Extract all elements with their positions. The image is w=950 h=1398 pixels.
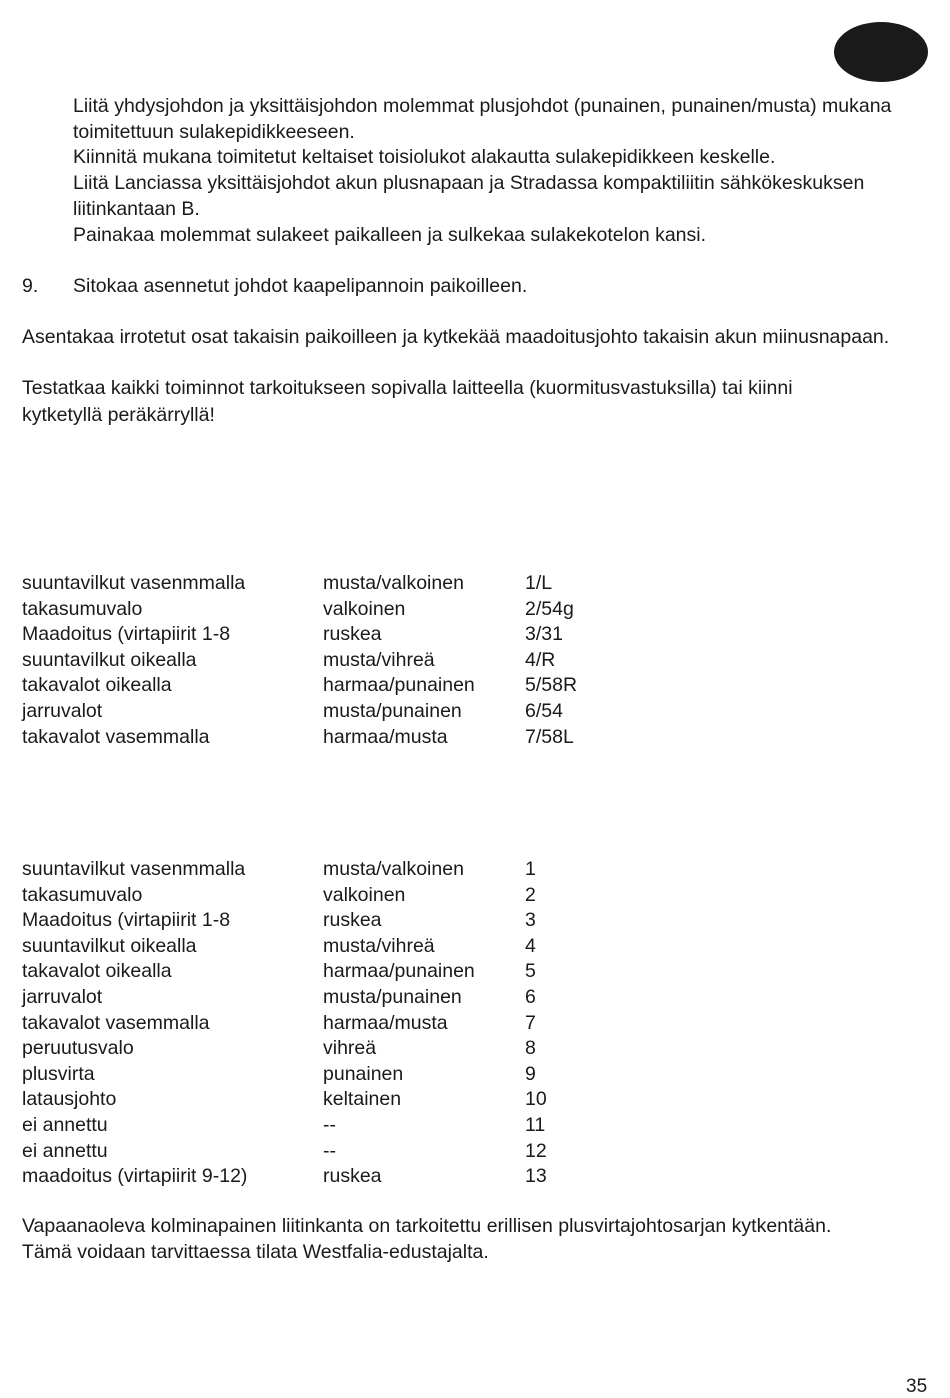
pin-cell: 7/58L (525, 725, 574, 748)
footer-line: Vapaanaoleva kolminapainen liitinkanta on tarkoitettu erillisen plusvirtajohtosarjan kytkentään. (22, 1215, 832, 1237)
wire-color-cell: ruskea (323, 623, 382, 646)
pin-cell: 10 (525, 1088, 547, 1111)
table-row (22, 857, 622, 883)
wire-color-cell: ruskea (323, 1165, 382, 1188)
function-cell: ei annettu (22, 1113, 108, 1136)
pin-cell: 13 (525, 1165, 547, 1188)
table-row (22, 1087, 622, 1113)
wire-color-cell: -- (323, 1139, 336, 1162)
table-row (22, 648, 622, 674)
function-cell: jarruvalot (22, 985, 103, 1008)
pin-cell: 6/54 (525, 699, 563, 722)
table-row (22, 673, 622, 699)
pin-cell: 7 (525, 1011, 536, 1034)
wire-color-cell: musta/valkoinen (323, 858, 464, 880)
pin-cell: 6 (525, 985, 536, 1008)
wire-color-cell: musta/valkoinen (323, 572, 464, 594)
intro-line: Kiinnitä mukana toimitetut keltaiset toisiolukot alakautta sulakepidikkeen keskelle. (73, 146, 776, 169)
wire-color-cell: musta/vihreä (323, 648, 435, 671)
wire-color-cell: harmaa/musta (323, 725, 448, 748)
pin-cell: 8 (525, 1037, 536, 1060)
pin-cell: 3/31 (525, 623, 563, 646)
wiring-table-1 (22, 571, 622, 750)
table-row (22, 1113, 622, 1139)
pin-cell: 2/54g (525, 597, 574, 620)
intro-instructions (73, 94, 943, 248)
function-cell: suuntavilkut oikealla (22, 648, 197, 671)
intro-line: Liitä yhdysjohdon ja yksittäisjohdon molemmat plusjohdot (punainen, punainen/musta) mukana toimitettuun sulakepidikkeeseen. (73, 95, 892, 143)
function-cell: suuntavilkut vasenmmalla (22, 858, 246, 880)
pin-cell: 11 (525, 1113, 546, 1136)
table-row (22, 1011, 622, 1037)
pin-cell: 1 (525, 858, 536, 880)
table-row (22, 985, 622, 1011)
table-row (22, 571, 622, 597)
table-row (22, 1062, 622, 1088)
wire-color-cell: musta/punainen (323, 985, 462, 1008)
wire-color-cell: harmaa/punainen (323, 674, 475, 697)
function-cell: takavalot oikealla (22, 960, 172, 983)
step-number: 9. (22, 275, 39, 297)
function-cell: maadoitus (virtapiirit 9-12) (22, 1165, 248, 1188)
wire-color-cell: musta/punainen (323, 699, 462, 722)
table-row (22, 1139, 622, 1165)
function-cell: takavalot vasemmalla (22, 1011, 210, 1034)
footer-paragraph (22, 1213, 937, 1265)
table-row (22, 908, 622, 934)
table-row (22, 934, 622, 960)
intro-line: Painakaa molemmat sulakeet paikalleen ja sulkekaa sulakekotelon kansi. (73, 223, 707, 246)
table-row (22, 883, 622, 909)
wire-color-cell: valkoinen (323, 883, 406, 906)
function-cell: takasumuvalo (22, 597, 143, 620)
wire-color-cell: harmaa/punainen (323, 960, 475, 983)
function-cell: jarruvalot (22, 699, 103, 722)
table-row (22, 1164, 622, 1190)
function-cell: peruutusvalo (22, 1037, 134, 1060)
function-cell: takasumuvalo (22, 883, 143, 906)
table-row (22, 597, 622, 623)
reinstall-paragraph: Asentakaa irrotetut osat takaisin paikoilleen ja kytkekää maadoitusjohto takaisin akun miinusnapaan. (22, 326, 890, 348)
wire-color-cell: harmaa/musta (323, 1011, 448, 1034)
wire-color-cell: -- (323, 1113, 336, 1136)
pin-cell: 5/58R (525, 674, 578, 697)
pin-cell: 5 (525, 960, 536, 983)
pin-cell: 9 (525, 1062, 536, 1085)
pin-cell: 12 (525, 1139, 547, 1162)
function-cell: suuntavilkut vasenmmalla (22, 572, 246, 594)
pin-cell: 2 (525, 883, 536, 906)
function-cell: takavalot vasemmalla (22, 725, 210, 748)
step-text: Sitokaa asennetut johdot kaapelipannoin paikoilleen. (73, 275, 528, 297)
function-cell: Maadoitus (virtapiirit 1-8 (22, 623, 231, 646)
pin-cell: 4/R (525, 648, 556, 671)
table-row (22, 699, 622, 725)
wire-color-cell: valkoinen (323, 597, 406, 620)
table-row (22, 725, 622, 751)
function-cell: Maadoitus (virtapiirit 1-8 (22, 909, 231, 932)
wire-color-cell: ruskea (323, 909, 382, 932)
wire-color-cell: musta/vihreä (323, 934, 435, 957)
table-row (22, 959, 622, 985)
wire-color-cell: vihreä (323, 1037, 377, 1060)
table-row (22, 1036, 622, 1062)
page-number: 35 (906, 1376, 928, 1397)
pin-cell: 3 (525, 909, 536, 932)
function-cell: ei annettu (22, 1139, 108, 1162)
wire-color-cell: keltainen (323, 1088, 402, 1111)
pin-cell: 4 (525, 934, 536, 957)
function-cell: suuntavilkut oikealla (22, 934, 197, 957)
table-row (22, 622, 622, 648)
pin-cell: 1/L (525, 572, 553, 594)
test-paragraph: Testatkaa kaikki toiminnot tarkoitukseen sopivalla laitteella (kuormitusvastuksilla) tai kiinni kytketyllä peräkärryllä! (22, 377, 793, 426)
footer-line: Tämä voidaan tarvittaessa tilata Westfalia-edustajalta. (22, 1241, 489, 1263)
intro-line: Liitä Lanciassa yksittäisjohdot akun plusnapaan ja Stradassa kompaktiliitin sähkökeskuksen liitinkantaan B. (73, 172, 865, 220)
wiring-table-2 (22, 857, 622, 1190)
wire-color-cell: punainen (323, 1062, 404, 1085)
function-cell: plusvirta (22, 1062, 95, 1085)
function-cell: takavalot oikealla (22, 674, 172, 697)
page-marker-oval (834, 22, 928, 82)
function-cell: latausjohto (22, 1088, 117, 1111)
